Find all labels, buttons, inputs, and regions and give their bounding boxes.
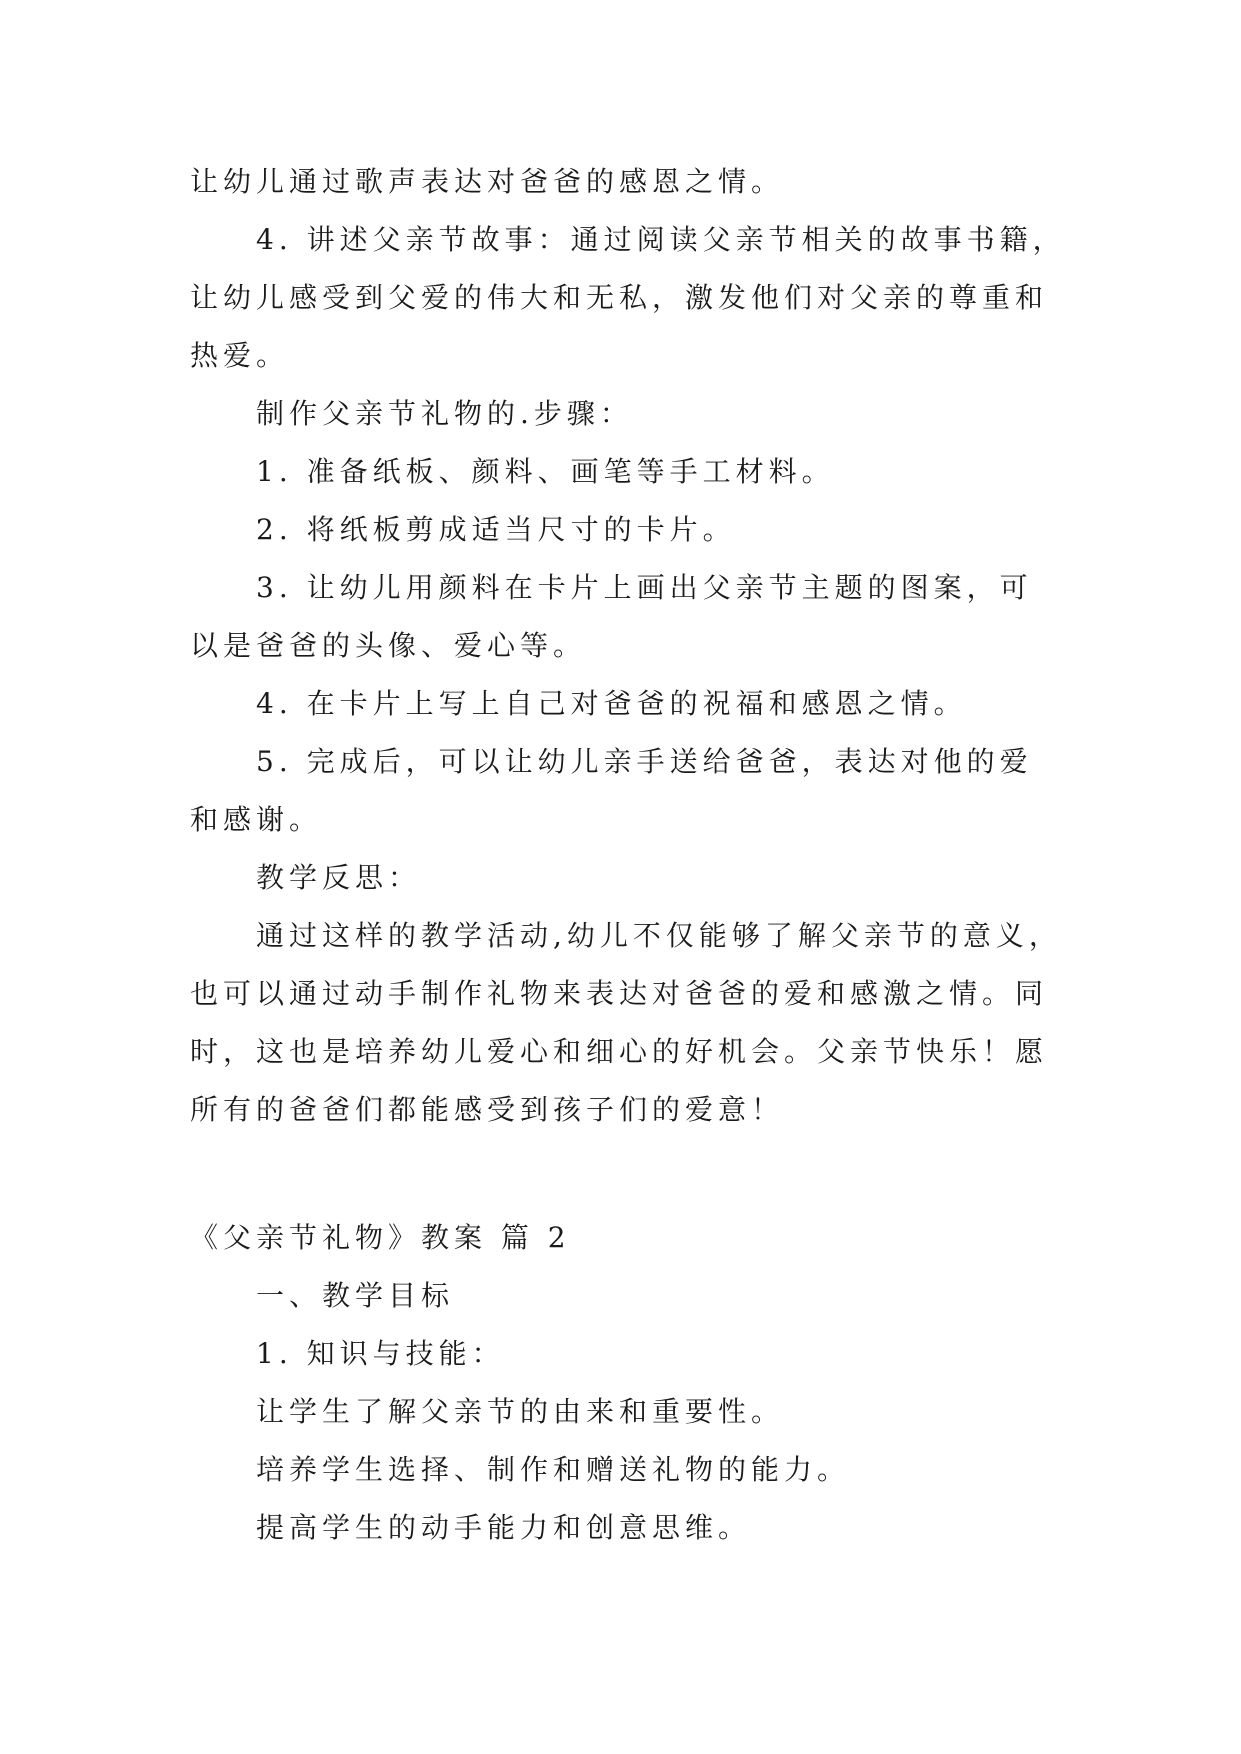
text-line: 一、教学目标 xyxy=(256,1279,455,1312)
text-line: 《父亲节礼物》教案 篇 2 xyxy=(190,1221,571,1254)
text-line: 5. 完成后，可以让幼儿亲手送给爸爸，表达对他的爱 xyxy=(256,745,1033,778)
lesson-plan-2-block xyxy=(190,1209,1070,1557)
text-line: 通过这样的教学活动,幼儿不仅能够了解父亲节的意义， xyxy=(256,919,1062,952)
text-line: 让幼儿通过歌声表达对爸爸的感恩之情。 xyxy=(190,165,785,198)
text-line: 让幼儿感受到父爱的伟大和无私，激发他们对父亲的尊重和 xyxy=(190,281,1049,314)
body-text-block xyxy=(190,153,1070,1139)
text-line: 2. 将纸板剪成适当尺寸的卡片。 xyxy=(256,513,736,546)
text-line: 让学生了解父亲节的由来和重要性。 xyxy=(256,1395,785,1428)
text-line: 3. 让幼儿用颜料在卡片上画出父亲节主题的图案，可 xyxy=(256,571,1033,604)
text-line: 4. 讲述父亲节故事：通过阅读父亲节相关的故事书籍， xyxy=(256,223,1066,256)
text-line: 热爱。 xyxy=(190,339,290,372)
text-line: 教学反思： xyxy=(256,861,422,894)
text-line: 1. 知识与技能： xyxy=(256,1337,505,1370)
text-line: 和感谢。 xyxy=(190,803,323,836)
text-line: 以是爸爸的头像、爱心等。 xyxy=(190,629,587,662)
text-line: 制作父亲节礼物的.步骤： xyxy=(256,397,633,430)
text-line: 1. 准备纸板、颜料、画笔等手工材料。 xyxy=(256,455,835,488)
text-line: 4. 在卡片上写上自己对爸爸的祝福和感恩之情。 xyxy=(256,687,967,720)
text-line: 时，这也是培养幼儿爱心和细心的好机会。父亲节快乐！愿 xyxy=(190,1035,1049,1068)
text-line: 也可以通过动手制作礼物来表达对爸爸的爱和感激之情。同 xyxy=(190,977,1049,1010)
text-line: 提高学生的动手能力和创意思维。 xyxy=(256,1511,752,1544)
text-line: 培养学生选择、制作和赠送礼物的能力。 xyxy=(256,1453,851,1486)
text-line: 所有的爸爸们都能感受到孩子们的爱意！ xyxy=(190,1093,785,1126)
